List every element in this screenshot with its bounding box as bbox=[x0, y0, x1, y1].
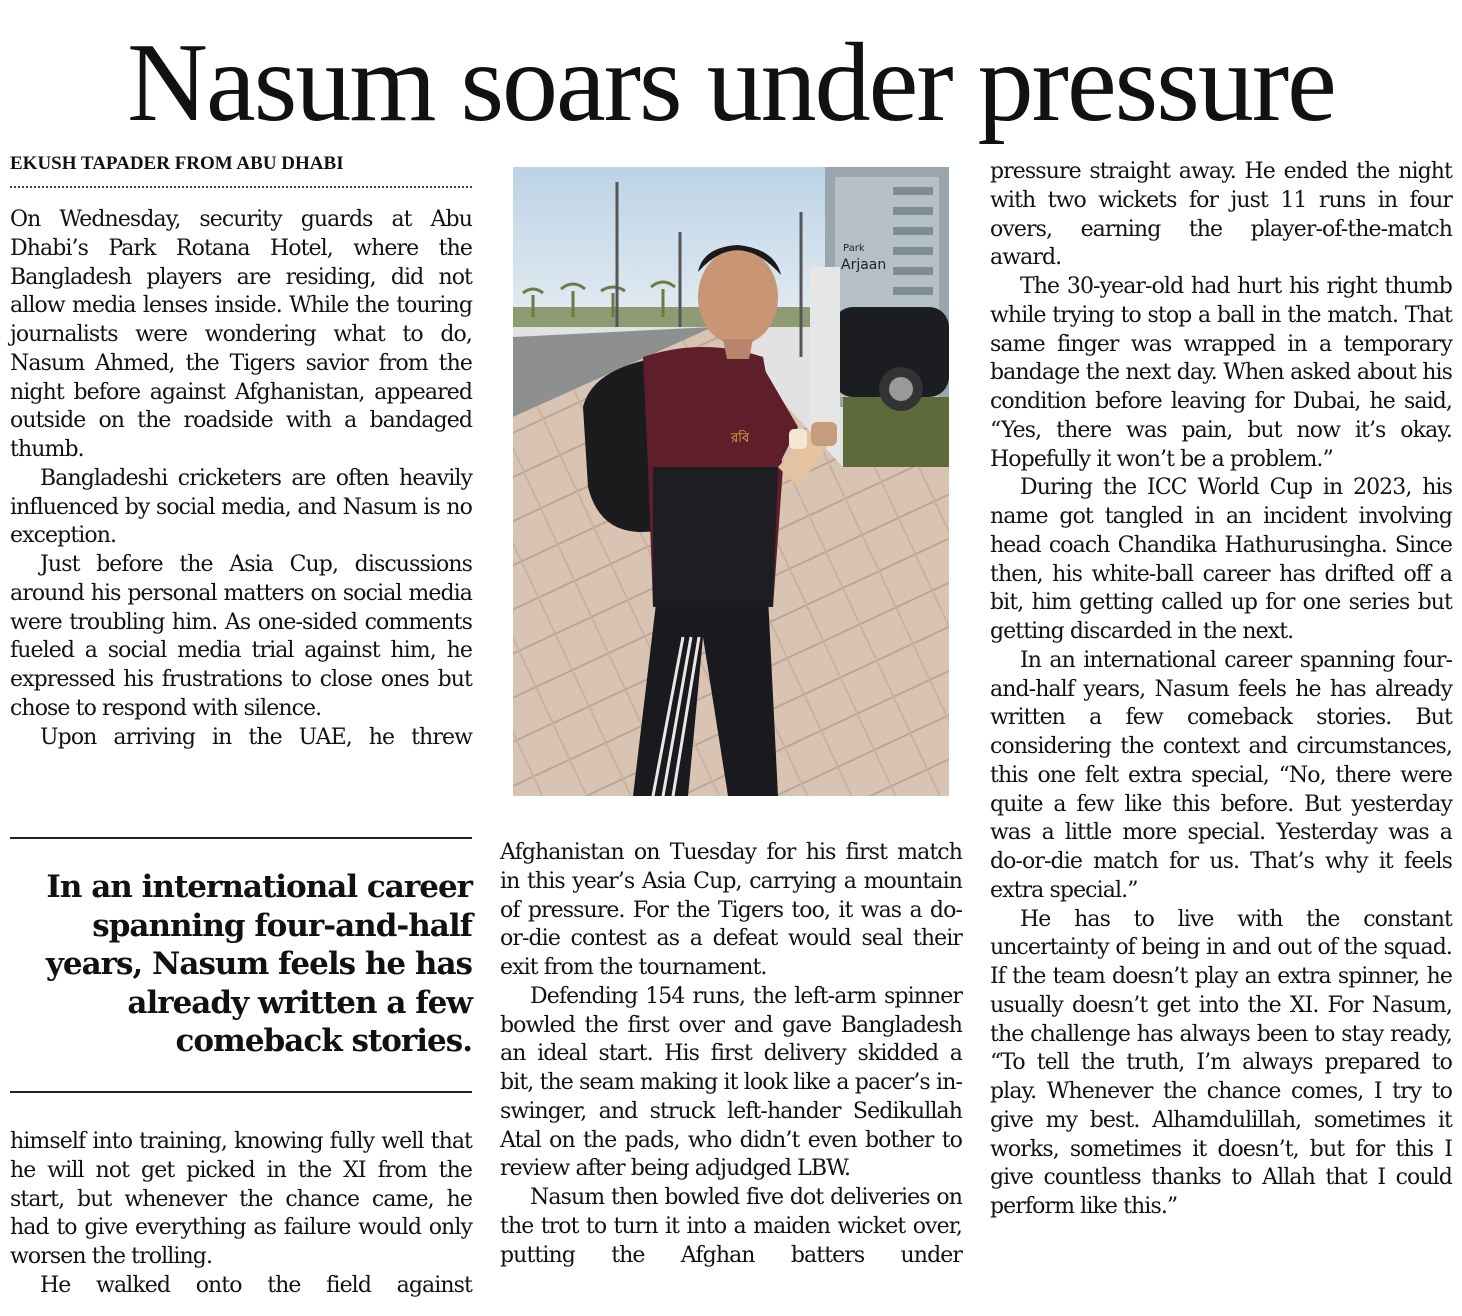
paragraph: Nasum then bowled five dot deliveries on the trot to turn it into a maiden wicket over, putting the Afghan batters under bbox=[500, 1185, 962, 1268]
paragraph: During the ICC World Cup in 2023, his name got tangled in an incident involving head coach Chandika Hathurusingha. Since then, his white-ball career has drifted off a bit, him getting called up for one series but getting discarded in the next. bbox=[990, 475, 1452, 644]
paragraph: Upon arriving in the UAE, he threw bbox=[40, 724, 472, 750]
headline: Nasum soars under pressure bbox=[127, 21, 1335, 145]
pull-quote: In an international career spanning four-and-half years, Nasum feels he has already written a few comeback stories. bbox=[45, 869, 472, 1059]
paragraph: Defending 154 runs, the left-arm spinner bowled the first over and gave Bangladesh an ideal start. His first delivery skidded a bit, the seam making it look like a pacer’s in-swinger, and struck left-hander Sedikullah Atal on the pads, who didn’t even bother to review after being adjudged LBW. bbox=[500, 983, 962, 1182]
paragraph: He walked onto the field against bbox=[40, 1272, 472, 1298]
byline-divider bbox=[10, 186, 472, 188]
column-2 bbox=[500, 839, 962, 1270]
paragraph: pressure straight away. He ended the night with two wickets for just 11 runs in four overs, earning the player-of-the-match award. bbox=[990, 159, 1452, 271]
paragraph: In an international career spanning four-and-half years, Nasum feels he has already written a few comeback stories. But considering the context and circumstances, this one felt extra special, “No, there were quite a few like this before. But yesterday was a little more special. Yesterday was a do-or-die match for us. That’s why it feels extra special.” bbox=[990, 647, 1452, 903]
jersey-logo: রবি bbox=[731, 431, 750, 446]
paragraph: himself into training, knowing fully well that he will not get picked in the XI from the start, but whenever the chance came, he had to give everything as failure would only worsen the trolling. bbox=[10, 1129, 472, 1269]
pull-quote-rule-bottom bbox=[10, 1091, 472, 1093]
paragraph: Afghanistan on Tuesday for his first match in this year’s Asia Cup, carrying a mountain of pressure. For the Tigers too, it was a do-or-die contest as a defeat would seal their exit from the tournament. bbox=[500, 840, 962, 980]
paragraph: On Wednesday, security guards at Abu Dhabi’s Park Rotana Hotel, where the Bangladesh players are residing, did not allow media lenses inside. While the touring journalists were wondering what to do, Nasum Ahmed, the Tigers savior from the night before against Afghanistan, appeared outside on the roadside with a bandaged thumb. bbox=[10, 207, 472, 462]
column-3 bbox=[990, 158, 1452, 1222]
paragraph: Just before the Asia Cup, discussions around his personal matters on social media were troubling him. As one-sided comments fueled a social media trial against him, he expressed his frustrations to close ones but chose to respond with silence. bbox=[10, 552, 472, 721]
byline: EKUSH TAPADER FROM ABU DHABI bbox=[10, 153, 344, 174]
column-1-bottom bbox=[10, 1128, 472, 1301]
hotel-sign-name: Arjaan bbox=[841, 257, 887, 273]
paragraph: The 30-year-old had hurt his right thumb while trying to stop a ball in the match. That same finger was wrapped in a temporary bandage the next day. When asked about his condition before leaving for Dubai, he said, “Yes, there was pain, but now it’s okay. Hopefully it won’t be a problem.” bbox=[990, 274, 1452, 472]
hotel-sign-small: Park bbox=[843, 243, 865, 254]
pull-quote-rule-top bbox=[10, 837, 472, 839]
paragraph: Bangladeshi cricketers are often heavily influenced by social media, and Nasum is no exception. bbox=[10, 465, 472, 549]
column-1-top bbox=[10, 206, 472, 752]
paragraph: He has to live with the constant uncertainty of being in and out of the squad. If the team doesn’t play an extra spinner, he usually doesn’t get into the XI. For Nasum, the challenge has always been to stay ready, “To tell the truth, I’m always prepared to play. Whenever the chance comes, I try to give my best. Alhamdulillah, sometimes it works, sometimes it doesn’t, but for this I give countless thanks to Allah that I could perform like this.” bbox=[990, 906, 1452, 1219]
player-photo bbox=[513, 167, 949, 796]
